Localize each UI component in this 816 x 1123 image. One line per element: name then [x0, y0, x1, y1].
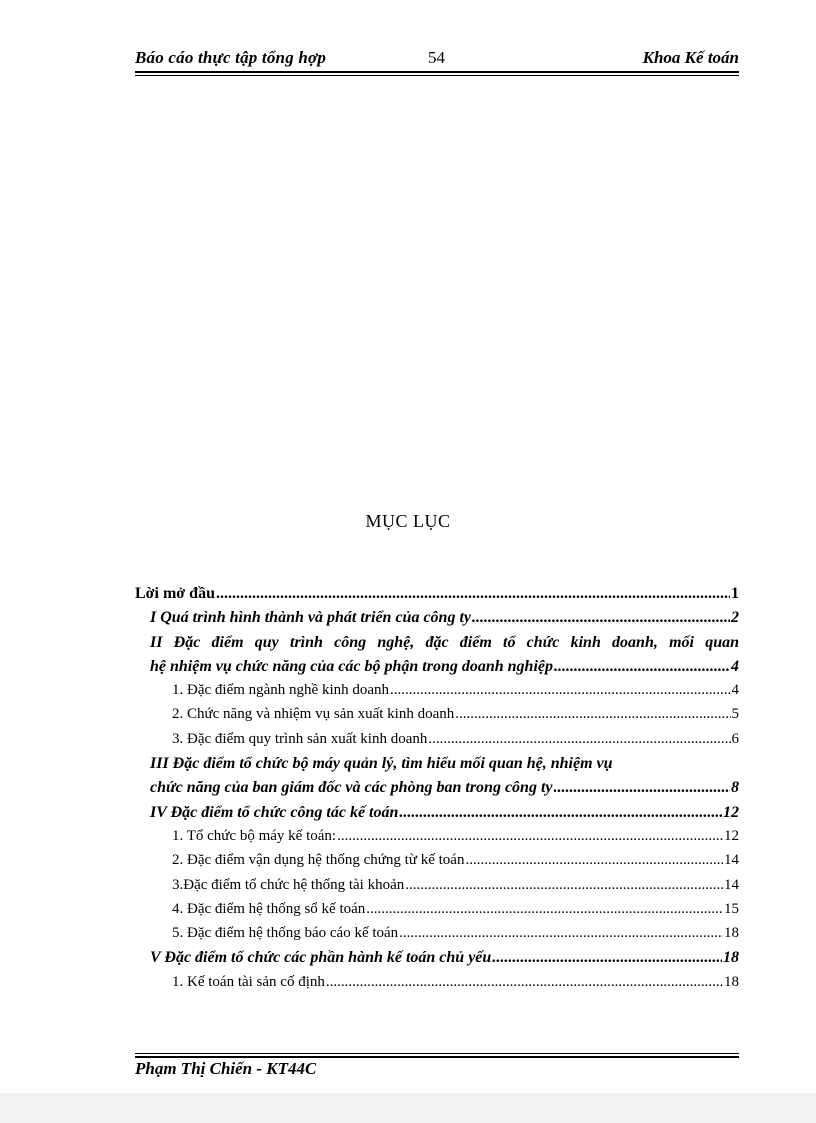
toc-entry-page: 18: [724, 925, 739, 942]
toc-entry-page: 6: [731, 730, 739, 747]
toc-entry-text: 3. Đặc điểm quy trình sản xuất kinh doanh: [172, 730, 428, 747]
toc-entry-continuation[interactable]: [135, 658, 739, 682]
toc-entry[interactable]: [135, 804, 739, 828]
footer-rule-thin: [135, 1053, 739, 1054]
toc-leader: [492, 949, 722, 967]
toc-leader: [366, 901, 723, 918]
toc-entry-text: III Đặc điểm tổ chức bộ máy quản lý, tìm hiểu mối quan hệ, nhiệm vụ: [150, 755, 613, 773]
toc-leader: [399, 925, 723, 942]
toc-entry-page: 4: [731, 682, 739, 699]
toc-entry-page: 18: [724, 973, 739, 990]
toc-leader: [554, 658, 730, 676]
toc-leader: [399, 804, 722, 822]
header-rule-thin: [135, 75, 739, 76]
footer-rule-thick: [135, 1056, 739, 1058]
toc-leader: [390, 682, 730, 699]
toc-leader: [428, 731, 730, 748]
toc-entry[interactable]: [135, 706, 739, 730]
header-report-title: Báo cáo thực tập tổng hợp: [135, 48, 327, 67]
toc-entry-text: 3.Đặc điểm tổ chức hệ thống tài khoản: [172, 876, 405, 893]
toc-entry-text: 2. Chức năng và nhiệm vụ sản xuất kinh doanh: [172, 706, 455, 723]
toc-entry-page: 14: [724, 876, 739, 893]
toc-entry[interactable]: [135, 731, 739, 755]
toc-entry-text-continued: hệ nhiệm vụ chức năng của các bộ phận trong doanh nghiệp: [150, 657, 553, 675]
toc-entry-text: 5. Đặc điểm hệ thống báo cáo kế toán: [172, 925, 399, 942]
toc-leader: [455, 706, 730, 723]
toc-entry-text: 4. Đặc điểm hệ thống sổ kế toán: [172, 900, 366, 917]
toc-entry-text: 1. Kế toán tài sản cố định: [172, 973, 325, 990]
toc-leader: [465, 852, 723, 869]
toc-entry[interactable]: [135, 877, 739, 901]
toc-entry-text-continued: chức năng của ban giám đốc và các phòng ban trong công ty: [150, 779, 553, 797]
toc-entry-page: 4: [731, 657, 739, 675]
toc-entry[interactable]: [135, 949, 739, 973]
toc-entry-text: 2. Đặc điểm vận dụng hệ thống chứng từ kế toán: [172, 852, 465, 869]
page-footer: Phạm Thị Chiến - KT44C: [135, 1059, 317, 1077]
toc-leader: [216, 585, 730, 603]
page-bottom-band: [0, 1093, 816, 1123]
toc-entry[interactable]: [135, 634, 739, 658]
toc-leader: [472, 609, 730, 627]
toc-entry[interactable]: [135, 682, 739, 706]
header-department: Khoa Kế toán: [642, 48, 739, 67]
toc-entry-text: 1. Tổ chức bộ máy kế toán:: [172, 827, 337, 844]
toc-title: MỤC LỤC: [365, 511, 451, 531]
toc-entry-page: 2: [731, 609, 739, 627]
toc-entry[interactable]: [135, 755, 739, 779]
toc-entry-page: 15: [724, 900, 739, 917]
toc-entry[interactable]: [135, 852, 739, 876]
toc-entry-text: IV Đặc điểm tổ chức công tác kế toán: [150, 803, 399, 821]
toc-entry-page: 1: [731, 585, 739, 602]
header-page-number: 54: [428, 48, 445, 67]
toc-entry-page: 14: [724, 852, 739, 869]
header-rule-thick: [135, 71, 739, 73]
toc-entry-continuation[interactable]: [135, 779, 739, 803]
toc-entry-page: 12: [723, 803, 739, 821]
toc-leader: [405, 877, 723, 894]
toc-entry-text: V Đặc điểm tổ chức các phần hành kế toán chủ yếu: [150, 949, 492, 967]
toc-leader: [337, 828, 723, 845]
toc-leader: [326, 974, 723, 991]
toc-entry[interactable]: [135, 974, 739, 998]
toc-entry-text: 1. Đặc điểm ngành nghề kinh doanh: [172, 682, 390, 699]
toc-entry[interactable]: [135, 609, 739, 633]
toc-entry[interactable]: [135, 901, 739, 925]
toc-entry[interactable]: [135, 925, 739, 949]
toc-entry-text: I Quá trình hình thành và phát triển của công ty: [150, 609, 471, 627]
toc-entry-text: Lời mở đầu: [135, 585, 215, 602]
toc-entry-page: 8: [731, 779, 739, 797]
toc-entry-page: 18: [723, 949, 739, 967]
toc-leader: [554, 779, 731, 797]
page-header: [135, 48, 739, 72]
toc-entry-text: II Đặc điểm quy trình công nghệ, đặc điểm tổ chức kinh doanh, mối quan: [150, 633, 739, 651]
toc-entry-page: 12: [724, 827, 739, 844]
table-of-contents: [135, 585, 739, 998]
toc-entry-page: 5: [731, 706, 739, 723]
toc-entry[interactable]: [135, 585, 739, 609]
toc-entry[interactable]: [135, 828, 739, 852]
